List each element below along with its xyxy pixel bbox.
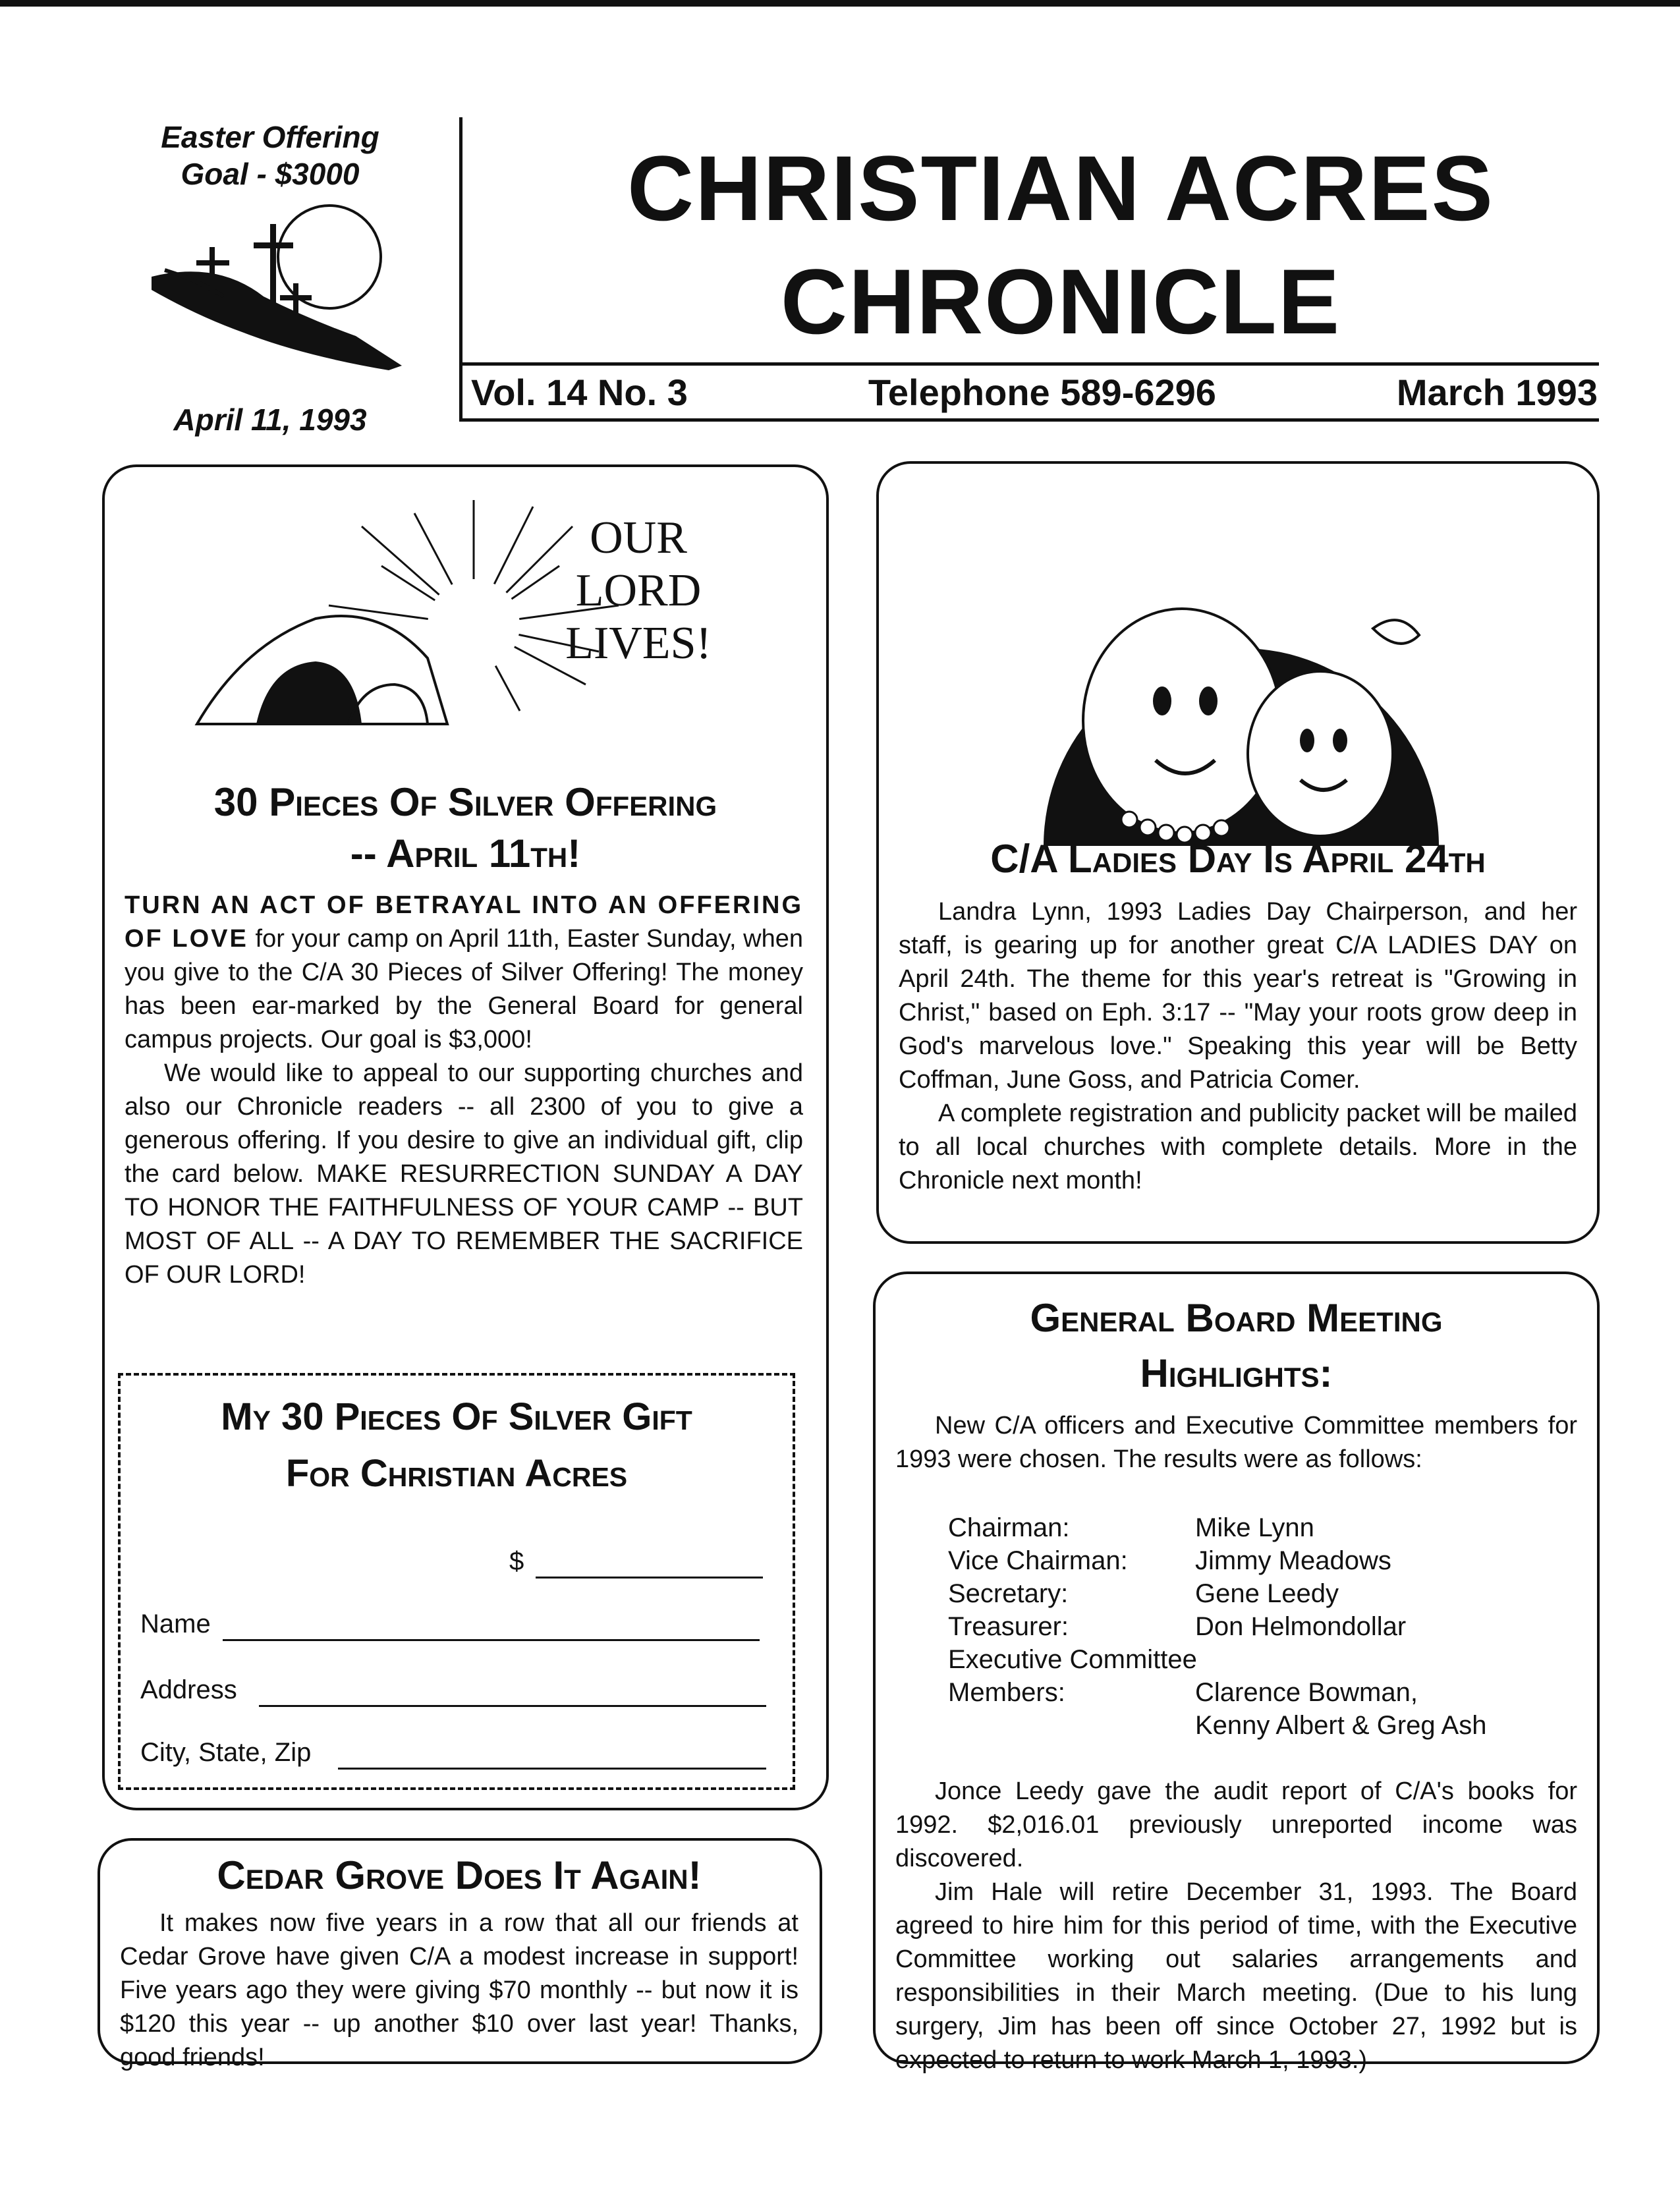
board-headline-line-2: Highlights: xyxy=(1140,1351,1333,1395)
telephone-number: Telephone 589-6296 xyxy=(868,371,1216,413)
officer-row xyxy=(948,1610,1486,1643)
ladies-day-headline: C/A Ladies Day Is April 24th xyxy=(990,837,1486,881)
cedar-grove-headline: Cedar Grove Does It Again! xyxy=(217,1853,702,1897)
silver-paragraph-1 xyxy=(125,889,803,1057)
officer-name: Mike Lynn xyxy=(1195,1513,1314,1542)
silver-paragraph-1-lead: TURN AN ACT OF BETRAYAL INTO AN OFFERING OF LOVE xyxy=(125,891,803,953)
exec-committee-label: Executive Committee xyxy=(948,1645,1197,1674)
board-intro-wrap xyxy=(895,1409,1577,1476)
name-field[interactable] xyxy=(223,1639,760,1641)
officers-table xyxy=(948,1511,1486,1742)
tomb-art-text-lord: LORD xyxy=(575,565,702,616)
silver-offering-headline xyxy=(125,777,806,880)
silver-paragraph-1-rest: for your camp on April 11th, Easter Sunday, when you give to the C/A 30 Pieces of Silver Offering! The money has been ear-marked by the General Board for general campus projects. Our goal is $3,000! xyxy=(125,925,803,1053)
address-field[interactable] xyxy=(259,1705,766,1707)
silver-offering-body xyxy=(125,889,803,1292)
silver-headline-line-2: -- April 11th! xyxy=(350,831,581,876)
officer-role: Treasurer: xyxy=(948,1612,1069,1641)
members-label: Members: xyxy=(948,1678,1065,1707)
address-label: Address xyxy=(140,1675,237,1704)
general-board-article xyxy=(873,1271,1600,2074)
cedar-grove-body: It makes now five years in a row that all our friends at Cedar Grove have given C/A a modest increase in support! Five years ago they were giving $70 monthly -- but now it is $120 this year -- up another $10 over last year! Thanks, good friends! xyxy=(120,1909,798,2071)
members-line-2: Kenny Albert & Greg Ash xyxy=(1195,1711,1487,1740)
ladies-paragraph-2: A complete registration and publicity packet will be mailed to all local churches with complete details. More in the Chronicle next month! xyxy=(899,1100,1577,1194)
tomb-art-text-lives: LIVES! xyxy=(565,618,712,669)
masthead-rule-top xyxy=(459,362,1599,366)
officer-name: Don Helmondollar xyxy=(1195,1612,1407,1641)
officer-role: Secretary: xyxy=(948,1579,1069,1608)
gift-coupon-title xyxy=(121,1389,793,1502)
issue-info-bar xyxy=(471,368,1598,416)
city-state-zip-label: City, State, Zip xyxy=(140,1738,312,1767)
volume-number: Vol. 14 No. 3 xyxy=(471,371,688,413)
newsletter-title xyxy=(474,132,1647,358)
amount-field[interactable] xyxy=(536,1577,763,1578)
dollar-sign: $ xyxy=(509,1547,524,1576)
officer-row xyxy=(948,1577,1486,1610)
officer-row xyxy=(948,1511,1486,1544)
silver-paragraph-2: We would like to appeal to our supporting churches and also our Chronicle readers -- all 2300 of you to give a generous offering. If you desire to give an individual gift, clip the card below. MAKE RESURRECTION SUNDAY A DAY TO HONOR THE FAITHFULNESS OF YOUR CAMP -- BUT MOST OF ALL -- A DAY TO REMEMBER THE SACRIFICE OF OUR LORD! xyxy=(125,1059,803,1289)
cedar-grove-article xyxy=(98,1838,822,2071)
officer-role: Vice Chairman: xyxy=(948,1546,1128,1575)
members-line-1: Clarence Bowman, xyxy=(1195,1678,1418,1707)
title-line-2: CHRONICLE xyxy=(780,250,1341,353)
members-row xyxy=(948,1676,1486,1709)
empty-tomb-illustration xyxy=(164,487,757,737)
silver-offering-article xyxy=(102,464,829,1810)
officer-role: Chairman: xyxy=(948,1513,1070,1542)
cedar-grove-body-wrap xyxy=(120,1907,798,2075)
audit-paragraph: Jonce Leedy gave the audit report of C/A's books for 1992. $2,016.01 previously unreported income was discovered. xyxy=(895,1777,1577,1872)
exec-committee-row xyxy=(948,1643,1486,1676)
board-body xyxy=(895,1775,1577,2077)
officer-name: Jimmy Meadows xyxy=(1195,1546,1391,1575)
name-label: Name xyxy=(140,1609,211,1638)
city-state-zip-field[interactable] xyxy=(338,1768,766,1770)
retirement-paragraph: Jim Hale will retire December 31, 1993. The Board agreed to hire him for this period of time, with the Executive Committee working out salaries arrangements and responsibilities in their March meeting. (Due to his lung surgery, Jim has been off since October 27, 1992 but is expected to return to work March 1, 1993.) xyxy=(895,1878,1577,2074)
ladies-illustration xyxy=(1030,503,1452,892)
coupon-title-line-1: My 30 Pieces Of Silver Gift xyxy=(221,1395,692,1438)
easter-goal-label: Goal - $3000 xyxy=(181,157,360,191)
officer-name: Gene Leedy xyxy=(1195,1579,1339,1608)
officer-row xyxy=(948,1544,1486,1577)
general-board-headline xyxy=(889,1291,1584,1401)
issue-date: March 1993 xyxy=(1396,371,1598,413)
easter-date: April 11, 1993 xyxy=(173,403,367,437)
masthead-rule-bottom xyxy=(459,418,1599,422)
top-border-rule xyxy=(0,0,1680,7)
gift-coupon xyxy=(118,1373,795,1790)
board-intro: New C/A officers and Executive Committee members for 1993 were chosen. The results were as follows: xyxy=(895,1412,1577,1473)
masthead-divider xyxy=(459,117,462,422)
ladies-day-body xyxy=(899,895,1577,1198)
members-row-continued xyxy=(948,1709,1486,1742)
easter-offering-label: Easter Offering xyxy=(161,120,379,154)
title-line-1: CHRISTIAN ACRES xyxy=(627,136,1494,240)
ladies-day-article xyxy=(876,461,1600,1244)
ladies-paragraph-1: Landra Lynn, 1993 Ladies Day Chairperson, and her staff, is gearing up for another great C/A LADIES DAY on April 24th. The theme for this year's retreat is "Growing in Christ," based on Eph. 3:17 -- "May your roots grow deep in God's marvelous love." Speaking this year will be Betty Coffman, June Goss, and Patricia Comer. xyxy=(899,898,1577,1094)
coupon-title-line-2: For Christian Acres xyxy=(285,1452,628,1495)
three-crosses-illustration xyxy=(138,198,415,395)
easter-offering-notice xyxy=(119,119,422,192)
tomb-art-text-our: OUR xyxy=(590,513,687,563)
board-headline-line-1: General Board Meeting xyxy=(1030,1296,1443,1340)
silver-headline-line-1: 30 Pieces Of Silver Offering xyxy=(213,780,717,824)
